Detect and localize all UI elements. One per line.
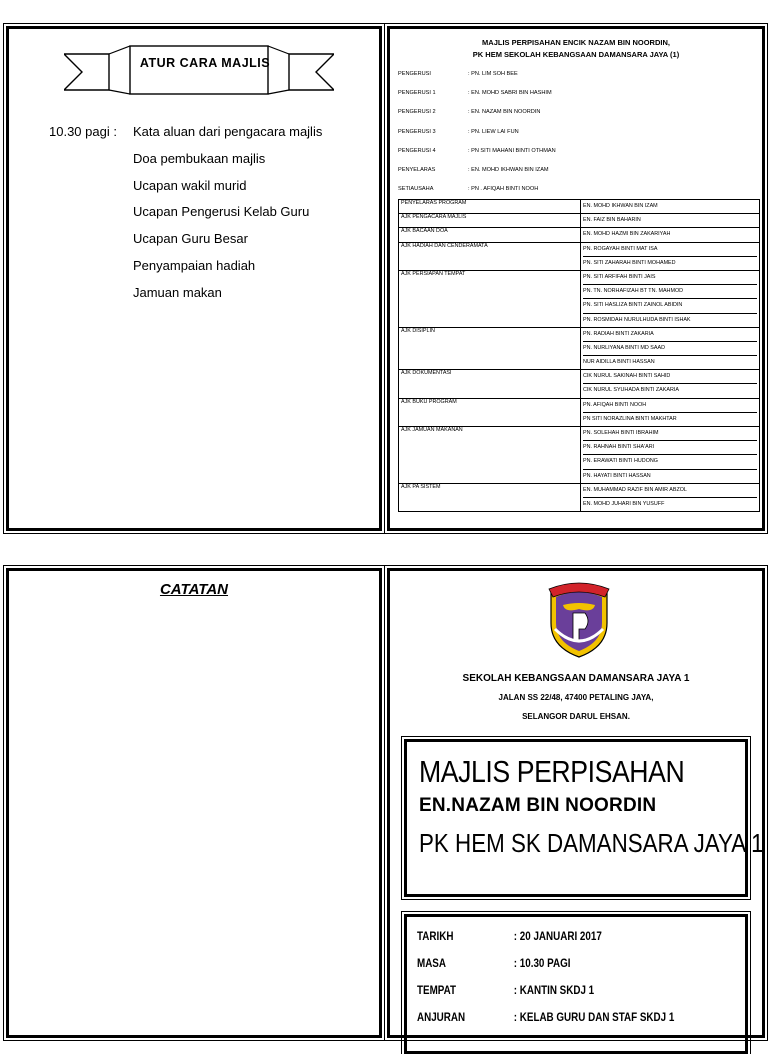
committee-members <box>581 270 760 327</box>
member-name: PN. AFIQAH BINTI NOOH <box>583 401 647 408</box>
committee-members <box>581 427 760 484</box>
committee-role: AJK BACAAN DOA <box>399 228 581 242</box>
committee-members <box>581 214 760 228</box>
officer-row <box>398 167 549 173</box>
school-state: SELANGOR DARUL EHSAN. <box>522 712 630 721</box>
detail-time <box>417 956 570 970</box>
member-name: PN. ERAWATI BINTI HUDONG <box>583 454 757 468</box>
officer-role: PENYELARAS <box>398 167 436 173</box>
school-crest-icon <box>545 579 613 659</box>
detail-value: : KELAB GURU DAN STAF SKDJ 1 <box>513 1010 675 1024</box>
committee-members <box>581 327 760 370</box>
officer-role: SETIAUSAHA <box>398 186 434 193</box>
member-name: PN. RAHNAH BINTI SHA'ARI <box>583 440 757 454</box>
committee-heading <box>390 37 762 61</box>
heading-line: MAJLIS PERPISAHAN ENCIK NAZAM BIN NOORDIN, <box>482 38 670 47</box>
committee-role: AJK PA SISTEM <box>399 483 581 511</box>
program-list <box>133 124 322 312</box>
detail-label: ANJURAN <box>417 1010 466 1024</box>
member-name: EN. MOHD IKHWAN BIN IZAM <box>583 203 658 209</box>
committee-role: AJK PERSIAPAN TEMPAT <box>399 270 581 327</box>
detail-date <box>417 929 602 943</box>
member-name: PN. SITI ZAHARAH BINTI MOHAMED <box>583 256 757 270</box>
heading-line: PK HEM SEKOLAH KEBANGSAAN DAMANSARA JAYA (1) <box>472 50 680 59</box>
program-item: Ucapan wakil murid <box>133 177 247 193</box>
committee-role: PENYELARAS PROGRAM <box>399 200 581 214</box>
officer-row <box>398 148 556 154</box>
table-row <box>399 270 760 327</box>
member-name: PN. SITI ARFIFAH BINTI JAIS <box>583 273 656 280</box>
details-box <box>404 914 748 1054</box>
detail-label: TEMPAT <box>417 983 457 997</box>
committee-role: AJK PENGACARA MAJLIS <box>399 214 581 228</box>
table-row <box>399 242 760 270</box>
detail-value: : KANTIN SKDJ 1 <box>513 983 595 997</box>
committee-members <box>581 200 760 214</box>
banner-title: ATUR CARA MAJLIS <box>139 56 271 70</box>
member-name: CIK NURUL SYUHADA BINTI ZAKARIA <box>583 383 757 397</box>
member-name: EN. MUHAMMAD RAZIF BIN AMIR ABZOL <box>583 486 687 493</box>
detail-value: : 20 JANUARI 2017 <box>513 929 602 943</box>
officer-name: : EN. MOHD SABRI BIN HASHIM <box>468 90 552 97</box>
committee-role: AJK JAMUAN MAKANAN <box>399 427 581 484</box>
officer-row <box>398 186 538 192</box>
honoree-position: PK HEM SK DAMANSARA JAYA 1 <box>419 828 764 858</box>
program-item: Ucapan Pengerusi Kelab Guru <box>133 204 310 220</box>
officer-role: PENGERUSI 4 <box>398 147 436 154</box>
committee-panel <box>387 26 765 531</box>
detail-value: : 10.30 PAGI <box>513 956 571 970</box>
member-name: PN. SITI HASLIZA BINTI ZAINOL ABIDIN <box>583 298 757 312</box>
table-row <box>399 228 760 242</box>
table-row <box>399 200 760 214</box>
officer-name: : EN. MOHD IKHWAN BIN IZAM <box>468 167 549 173</box>
officer-name: : PN . AFIQAH BINTI NOOH <box>468 186 539 193</box>
officer-role: PENGERUSI 1 <box>398 90 436 97</box>
officer-role: PENGERUSI <box>398 71 431 77</box>
table-row <box>399 483 760 511</box>
program-item: Kata aluan dari pengacara majlis <box>133 124 323 139</box>
committee-members <box>581 242 760 270</box>
program-item: Doa pembukaan majlis <box>133 150 266 166</box>
notes-title: CATATAN <box>159 581 229 598</box>
member-name: PN. ROSMIDAH NURULHUDA BINTI ISHAK <box>583 313 757 327</box>
officer-name: : EN. NAZAM BIN NOORDIN <box>468 109 541 116</box>
table-row <box>399 370 760 398</box>
table-row <box>399 398 760 426</box>
committee-members <box>581 370 760 398</box>
member-name: PN. ROGAYAH BINTI MAT ISA <box>583 245 658 252</box>
notes-panel <box>6 568 382 1038</box>
member-name: PN. SOLEHAH BINTI IBRAHIM <box>583 430 659 436</box>
committee-role: AJK DOKUMENTASI <box>399 370 581 398</box>
event-title: MAJLIS PERPISAHAN <box>419 754 685 789</box>
committee-role: AJK HADIAH DAN CENDERAMATA <box>399 242 581 270</box>
aturcara-panel <box>6 26 382 531</box>
cover-panel <box>387 568 765 1038</box>
officer-role: PENGERUSI 3 <box>398 128 436 135</box>
honoree-name: EN.NAZAM BIN NOORDIN <box>419 795 657 816</box>
detail-label: TARIKH <box>417 929 454 943</box>
school-address: JALAN SS 22/48, 47400 PETALING JAYA, <box>498 693 654 702</box>
title-box <box>404 739 764 897</box>
officer-row <box>398 71 518 77</box>
program-item: Penyampaian hadiah <box>133 257 256 273</box>
program-item: Jamuan makan <box>133 284 222 300</box>
officer-name: : PN. LIEW LAI FUN <box>468 128 519 135</box>
officer-row <box>398 109 540 115</box>
officer-name: : PN SITI MAHANI BINTI OTHMAN <box>468 147 556 154</box>
officer-role: PENGERUSI 2 <box>398 109 436 116</box>
officer-row <box>398 129 519 135</box>
member-name: PN. TN. NORHAFIZAH BT TN. MAHMOD <box>583 284 757 298</box>
officer-row <box>398 90 552 96</box>
member-name: NUR AIDILLA BINTI HASSAN <box>583 355 757 369</box>
member-name: PN. NURLIYANA BINTI MD SAAD <box>583 341 757 355</box>
member-name: EN. FAIZ BIN BAHARIN <box>583 217 641 224</box>
committee-members <box>581 483 760 511</box>
program-time: 10.30 pagi : <box>49 124 117 139</box>
committee-members <box>581 228 760 242</box>
table-row <box>399 327 760 370</box>
detail-organizer <box>417 1010 674 1024</box>
school-name: SEKOLAH KEBANGSAAN DAMANSARA JAYA 1 <box>462 673 690 684</box>
committee-role: AJK DISIPLIN <box>399 327 581 370</box>
committee-table <box>398 199 760 512</box>
member-name: CIK NURUL SAKINAH BINTI SAHID <box>583 373 671 380</box>
detail-venue <box>417 983 594 997</box>
committee-role: AJK BUKU PROGRAM <box>399 398 581 426</box>
detail-label: MASA <box>417 956 446 970</box>
member-name: EN. MOHD JUHARI BIN YUSUFF <box>583 497 757 511</box>
committee-members <box>581 398 760 426</box>
table-row <box>399 427 760 484</box>
member-name: EN. MOHD HAZMI BIN ZAKARIYAH <box>583 231 671 238</box>
member-name: PN. HAYATI BINTI HASSAN <box>583 469 757 483</box>
ribbon-banner-icon <box>64 42 334 102</box>
member-name: PN. RADIAH BINTI ZAKARIA <box>583 330 654 337</box>
member-name: PN SITI NORAZLINA BINTI MAKHTAR <box>583 412 757 426</box>
officer-name: : PN. LIM SOH BEE <box>468 71 518 77</box>
table-row <box>399 214 760 228</box>
program-item: Ucapan Guru Besar <box>133 231 248 247</box>
